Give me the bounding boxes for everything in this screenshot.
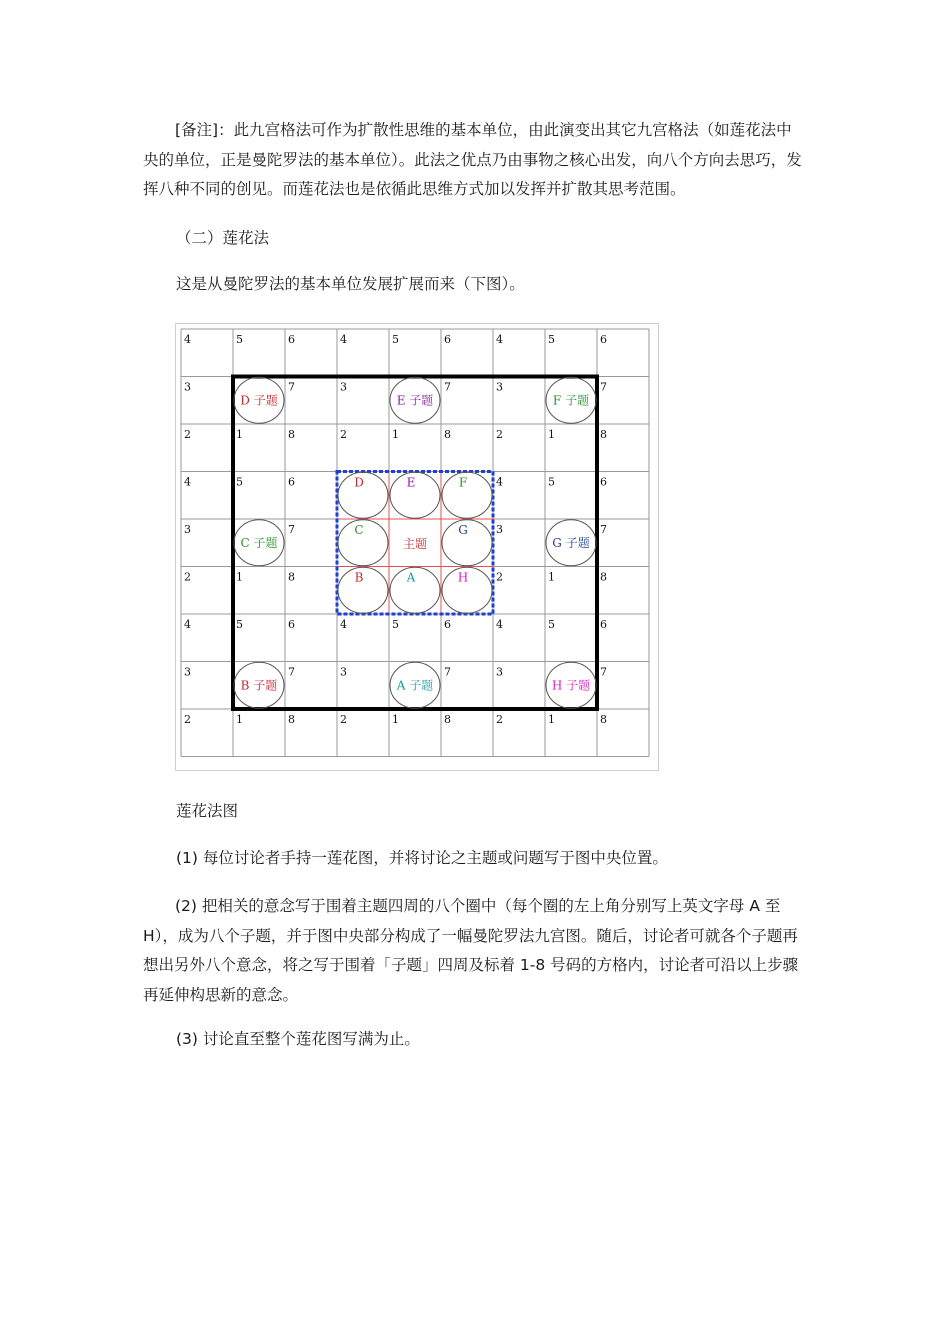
figure-caption: 莲花法图 [176,802,239,820]
center-letter: C [354,523,364,537]
cell-number: 2 [184,570,191,584]
cell-number: 5 [236,618,243,631]
cell-number: 6 [444,618,451,631]
cell-number: 4 [496,618,503,631]
cell-number: 1 [548,570,555,584]
center-letter: D [354,475,364,490]
cell-number: 6 [288,618,295,631]
cell-number: 8 [288,713,295,726]
subtopic-label: F 子题 [552,393,590,408]
center-letter: G [458,523,468,537]
cell-number: 7 [288,380,295,394]
cell-number: 5 [548,333,555,346]
cell-number: 3 [496,665,503,679]
cell-number: 5 [548,475,555,489]
cell-number: 7 [600,665,607,679]
center-letter: E [406,475,416,490]
center-letter: H [457,570,469,585]
cell-number: 3 [184,380,191,394]
section-heading: （二）莲花法 [176,229,270,247]
cell-number: 1 [548,428,555,441]
cell-number: 1 [392,428,399,441]
cell-number: 8 [600,713,607,726]
subtopic-label: C 子题 [240,535,278,550]
cell-number: 4 [496,333,503,346]
center-topic: 主题 [402,536,428,551]
center-letter: F [458,475,468,490]
cell-number: 8 [288,428,295,441]
cell-number: 1 [392,713,399,726]
cell-number: 6 [288,333,295,346]
cell-number: 2 [496,428,503,441]
cell-number: 3 [340,380,347,394]
cell-number: 1 [548,713,555,726]
cell-number: 4 [184,475,191,489]
cell-number: 1 [236,570,243,584]
subtopic-label: E 子题 [396,393,434,408]
cell-number: 4 [340,333,347,346]
cell-number: 2 [496,713,503,726]
cell-number: 7 [444,380,451,394]
cell-number: 2 [340,428,347,441]
cell-number: 4 [184,618,191,631]
cell-number: 2 [496,570,503,584]
cell-number: 4 [340,618,347,631]
cell-number: 3 [496,380,503,394]
step-2: (2) 把相关的意念写于围着主题四周的八个圈中（每个圈的左上角分别写上英文字母 A 至 H），成为八个子题，并于图中央部分构成了一幅曼陀罗法九宫图。随后，讨论者可就各个子题再想出另外八个意念，将之写于围着「子题」四周及标着 1-8 号码的方格内，讨论者可沿以上步骤再延伸构思新的意念。 [143,897,799,1004]
intro-text: 这是从曼陀罗法的基本单位发展扩展而来（下图）。 [176,275,525,293]
cell-number: 5 [236,475,243,489]
subtopic-label: H 子题 [551,678,591,693]
lotus-grid [176,324,658,770]
cell-number: 4 [496,475,503,489]
subtopic-label: G 子题 [552,535,590,550]
cell-number: 1 [236,428,243,441]
cell-number: 7 [288,523,295,536]
cell-number: 8 [444,713,451,726]
subtopic-label: B 子题 [240,678,278,693]
cell-number: 7 [444,665,451,679]
cell-number: 6 [600,618,607,631]
center-letter: B [354,570,364,585]
cell-number: 8 [288,570,295,584]
cell-number: 7 [600,380,607,394]
subtopic-label: A 子题 [396,678,434,693]
cell-number: 6 [288,475,295,489]
center-letter: A [406,570,416,585]
cell-number: 7 [600,523,607,536]
cell-number: 3 [340,665,347,679]
cell-number: 3 [496,523,503,536]
cell-number: 3 [184,665,191,679]
step-1: (1) 每位讨论者手持一莲花图，并将讨论之主题或问题写于图中央位置。 [176,849,668,867]
cell-number: 2 [184,713,191,726]
cell-number: 5 [392,618,399,631]
cell-number: 6 [444,333,451,346]
cell-number: 5 [392,333,399,346]
cell-number: 5 [236,333,243,346]
cell-number: 3 [184,523,191,536]
cell-number: 4 [184,333,191,346]
cell-number: 5 [548,618,555,631]
cell-number: 1 [236,713,243,726]
cell-number: 7 [288,665,295,679]
cell-number: 8 [444,428,451,441]
cell-number: 2 [184,428,191,441]
cell-number: 8 [600,428,607,441]
cell-number: 8 [600,570,607,584]
lotus-diagram [175,323,659,771]
cell-number: 2 [340,713,347,726]
cell-number: 6 [600,333,607,346]
subtopic-label: D 子题 [240,393,278,408]
step-3: (3) 讨论直至整个莲花图写满为止。 [176,1030,420,1048]
note-paragraph: [备注]：此九宫格法可作为扩散性思维的基本单位，由此演变出其它九宫格法（如莲花法中央的单位，正是曼陀罗法的基本单位）。此法之优点乃由事物之核心出发，向八个方向去思巧，发挥八种不同的创见。而莲花法也是依循此思维方式加以发挥并扩散其思考范围。 [143,121,802,198]
cell-number: 6 [600,475,607,489]
